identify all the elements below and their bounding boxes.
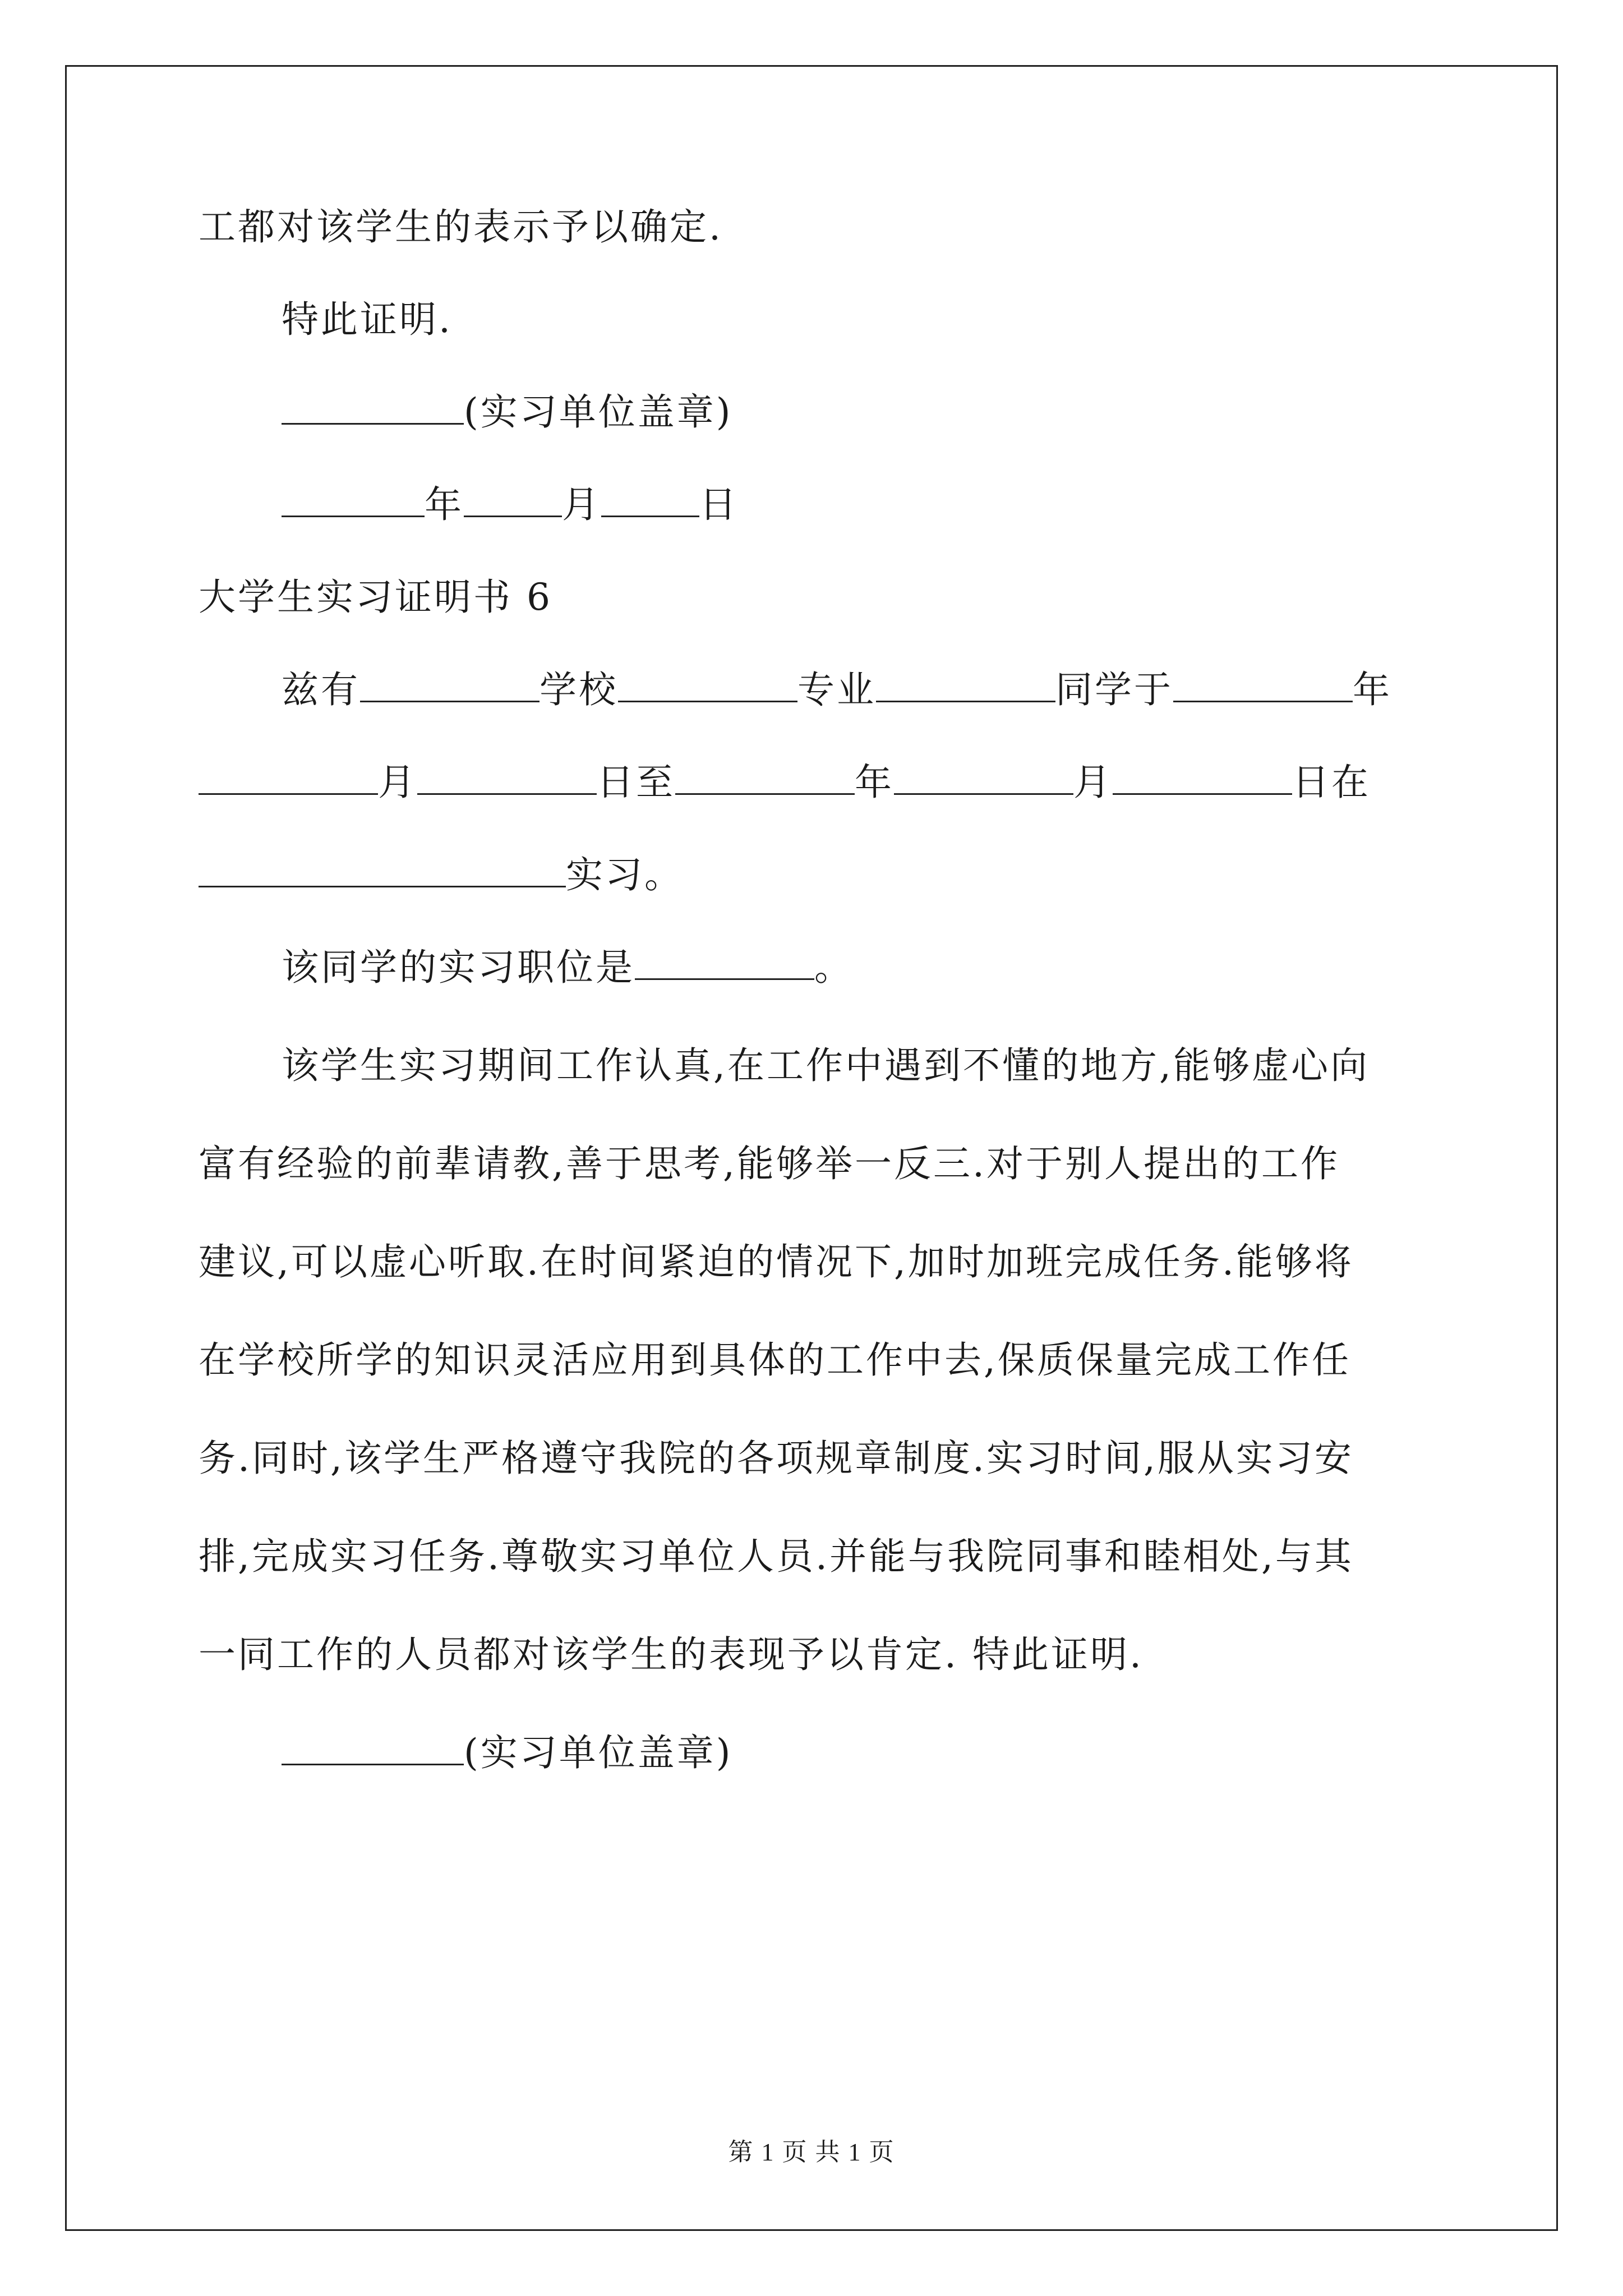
text: 一同工作的人员都对该学生的表现予以肯定. 特此证明. — [199, 1633, 1144, 1676]
text: 日 — [699, 483, 739, 526]
blank-field — [618, 667, 797, 702]
paragraph-line — [199, 1433, 1354, 1484]
blank-field — [894, 760, 1073, 795]
paragraph-line — [199, 850, 684, 900]
paragraph-line — [199, 1139, 1340, 1189]
blank-field — [282, 482, 425, 517]
blank-field — [282, 389, 464, 425]
text: 实习。 — [566, 853, 684, 896]
blank-field — [675, 760, 855, 795]
blank-field — [360, 667, 540, 702]
text: 年 — [1353, 668, 1392, 711]
text: 年 — [425, 483, 464, 526]
text: 。 — [814, 946, 854, 989]
text: 专业 — [797, 668, 876, 711]
text: 在学校所学的知识灵活应用到具体的工作中去,保质保量完成工作任 — [199, 1338, 1351, 1382]
page-footer: 第 1 页 共 1 页 — [728, 2138, 895, 2166]
text: 特此证明. — [282, 298, 453, 341]
blank-field — [635, 945, 814, 980]
text: (实习单位盖章) — [464, 390, 733, 434]
text: 同学于 — [1055, 668, 1173, 711]
text: 年 — [855, 761, 894, 804]
text: 学校 — [540, 668, 618, 711]
blank-field — [464, 482, 562, 517]
blank-field — [1113, 760, 1292, 795]
text: 日至 — [597, 761, 675, 804]
blank-field — [1173, 667, 1353, 702]
text: 兹有 — [282, 668, 360, 711]
text: 建议,可以虚心听取.在时间紧迫的情况下,加时加班完成任务.能够将 — [199, 1240, 1354, 1283]
paragraph-line — [282, 1041, 1370, 1091]
blank-field — [876, 667, 1055, 702]
text: 月 — [1073, 761, 1113, 804]
paragraph-line — [282, 665, 1392, 715]
paragraph-line — [199, 1630, 1144, 1680]
paragraph-line — [282, 295, 453, 345]
blank-field — [199, 760, 378, 795]
text: 该学生实习期间工作认真,在工作中遇到不懂的地方,能够虚心向 — [282, 1044, 1370, 1087]
text: 排,完成实习任务.尊敬实习单位人员.并能与我院同事和睦相处,与其 — [199, 1535, 1354, 1578]
paragraph-line — [199, 1531, 1354, 1582]
text: 月 — [562, 483, 601, 526]
paragraph-line — [199, 1237, 1354, 1287]
blank-field — [199, 852, 566, 887]
text: 该同学的实习职位是 — [282, 946, 635, 989]
blank-field — [417, 760, 597, 795]
text: 工都对该学生的表示予以确定. — [199, 205, 723, 249]
text: 月 — [378, 761, 417, 804]
text: 富有经验的前辈请教,善于思考,能够举一反三.对于别人提出的工作 — [199, 1142, 1340, 1185]
text: 日在 — [1292, 761, 1371, 804]
blank-field — [601, 482, 699, 517]
date-line — [282, 480, 739, 530]
section-heading — [199, 572, 552, 623]
blank-field — [282, 1730, 464, 1765]
text: (实习单位盖章) — [464, 1731, 733, 1774]
paragraph-line — [199, 1335, 1351, 1386]
text: 务.同时,该学生严格遵守我院的各项规章制度.实习时间,服从实习安 — [199, 1437, 1354, 1480]
stamp-line — [282, 1728, 733, 1778]
paragraph-line — [282, 942, 854, 993]
stamp-line — [282, 387, 733, 438]
paragraph-line — [199, 202, 723, 252]
text: 大学生实习证明书 6 — [199, 576, 552, 619]
paragraph-line — [199, 757, 1371, 808]
